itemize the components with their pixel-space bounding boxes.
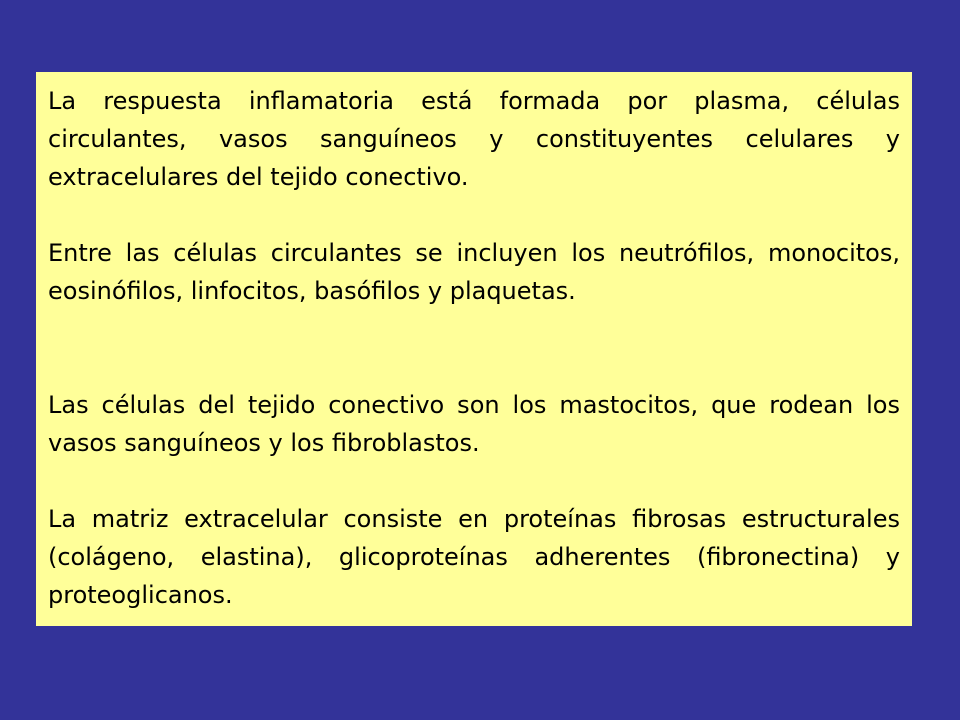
paragraph-circulating-cells: Entre las células circulantes se incluyen los neutrófilos, monocitos, eosinófilos, linfocitos, basófilos y plaquetas. [48,239,900,305]
paragraph-inflammatory-response: La respuesta inflamatoria está formada por plasma, células circulantes, vasos sanguíneos y constituyentes celulares y extracelulares del tejido conectivo. [48,87,900,191]
paragraph-connective-tissue-cells: Las células del tejido conectivo son los mastocitos, que rodean los vasos sanguíneos y los fibroblastos. [48,391,900,457]
text-box [36,72,912,626]
paragraph-extracellular-matrix: La matriz extracelular consiste en proteínas fibrosas estructurales (colágeno, elastina), glicoproteínas adherentes (fibronectina) y proteoglicanos. [48,505,900,609]
